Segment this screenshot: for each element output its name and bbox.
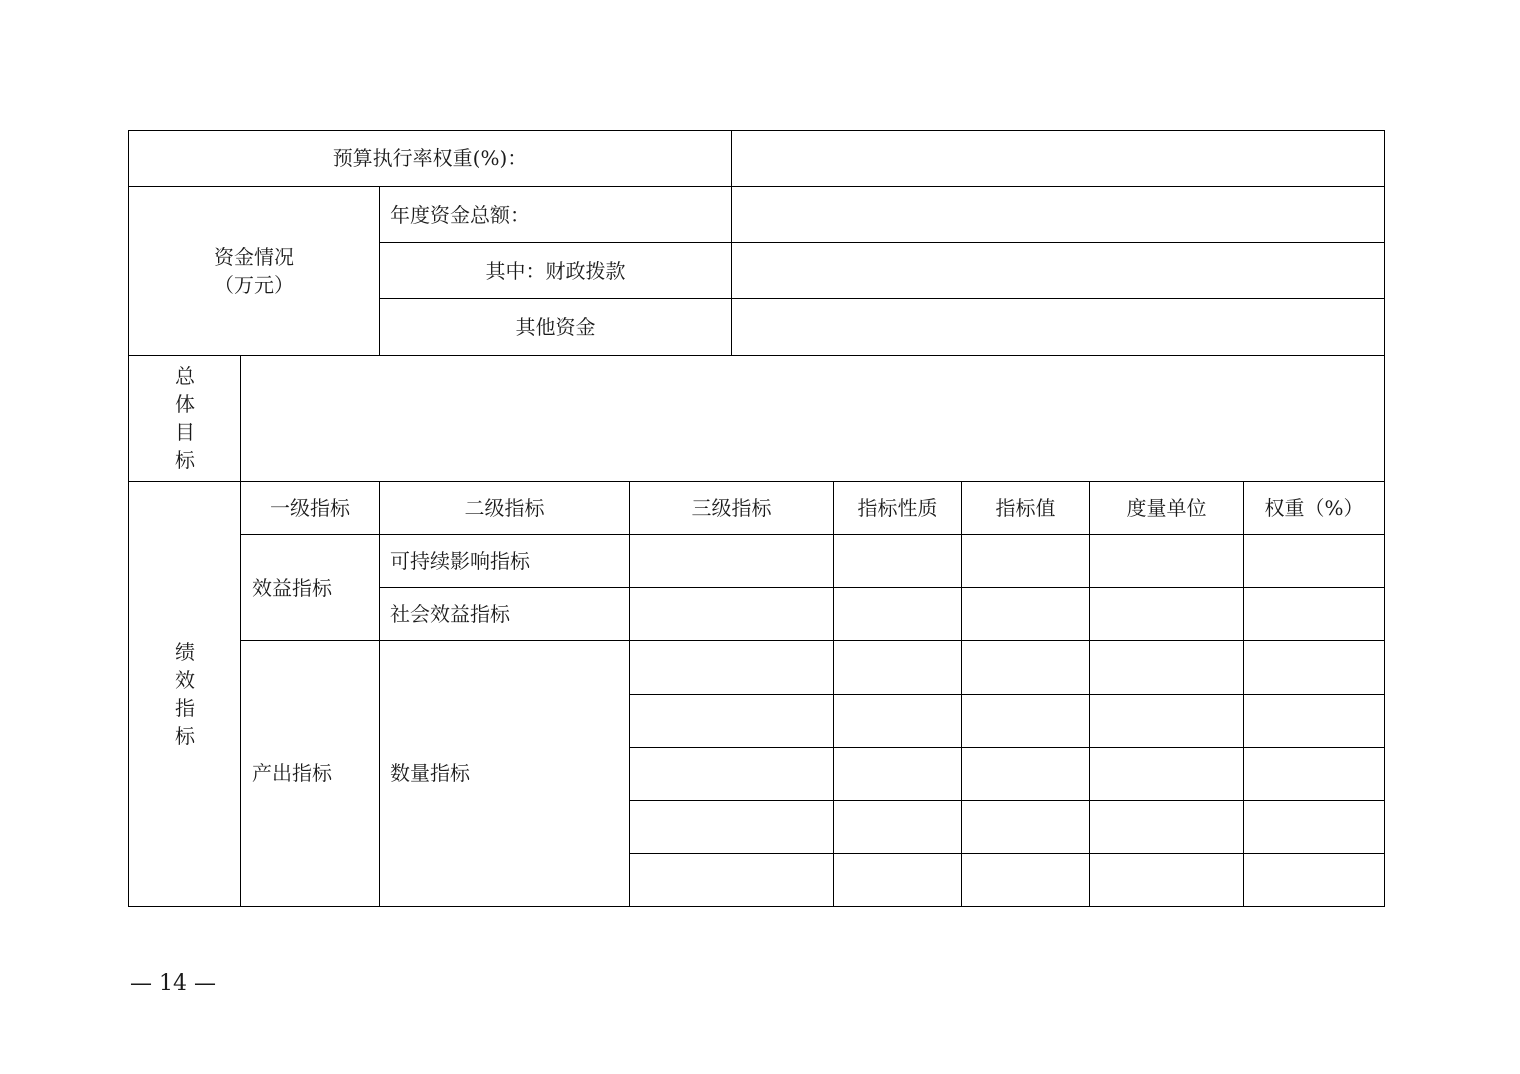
header-weight: 权重（%）: [1264, 496, 1364, 520]
sustainable-impact-label: 可持续影响指标: [390, 549, 530, 573]
table-cell[interactable]: [962, 535, 1089, 587]
other-funds-value-cell[interactable]: [732, 299, 1384, 355]
header-level1: 一级指标: [270, 496, 350, 520]
page-number: — 14 —: [130, 971, 216, 996]
table-cell[interactable]: [962, 641, 1089, 694]
table-cell[interactable]: [834, 801, 961, 853]
table-cell[interactable]: [962, 748, 1089, 800]
header-value: 指标值: [995, 496, 1056, 520]
table-border-bottom: [128, 906, 1385, 907]
table-cell[interactable]: [1090, 588, 1243, 640]
table-cell[interactable]: [962, 588, 1089, 640]
fiscal-funds-label: 其中：财政拨款: [485, 259, 626, 283]
table-cell[interactable]: [962, 801, 1089, 853]
table-cell[interactable]: [1090, 801, 1243, 853]
table-cell[interactable]: [834, 641, 961, 694]
funds-unit-label: （万元）: [214, 273, 294, 297]
grid-line-h: [128, 481, 1385, 482]
table-cell[interactable]: [834, 535, 961, 587]
table-cell[interactable]: [1244, 588, 1384, 640]
table-cell[interactable]: [1244, 854, 1384, 906]
overall-goal-content-cell[interactable]: [241, 356, 1384, 481]
table-cell[interactable]: [962, 695, 1089, 747]
table-cell[interactable]: [834, 854, 961, 906]
table-cell[interactable]: [1244, 535, 1384, 587]
annual-total-value-cell[interactable]: [732, 187, 1384, 242]
table-cell[interactable]: [1090, 854, 1243, 906]
annual-total-label: 年度资金总额：: [390, 203, 530, 227]
budget-rate-value-cell[interactable]: [732, 131, 1384, 186]
table-cell[interactable]: [630, 801, 833, 853]
output-indicator-label: 产出指标: [252, 761, 332, 785]
funds-label: 资金情况: [214, 245, 294, 269]
table-cell[interactable]: [834, 748, 961, 800]
table-cell[interactable]: [834, 695, 961, 747]
table-cell[interactable]: [962, 854, 1089, 906]
header-nature: 指标性质: [857, 496, 938, 520]
quantity-indicator-label: 数量指标: [390, 761, 470, 785]
table-cell[interactable]: [1090, 641, 1243, 694]
table-border-right: [1384, 130, 1385, 907]
table-cell[interactable]: [1090, 695, 1243, 747]
social-benefit-label: 社会效益指标: [390, 602, 510, 626]
table-cell[interactable]: [630, 535, 833, 587]
benefit-indicator-label: 效益指标: [252, 576, 332, 600]
table-cell[interactable]: [834, 588, 961, 640]
table-cell[interactable]: [1090, 535, 1243, 587]
table-cell[interactable]: [1090, 748, 1243, 800]
budget-rate-label: 预算执行率权重(%)：: [332, 146, 528, 170]
table-cell[interactable]: [1244, 695, 1384, 747]
header-unit: 度量单位: [1126, 496, 1207, 520]
header-level3: 三级指标: [691, 496, 772, 520]
performance-indicator-label: 绩 效 指 标: [175, 640, 195, 748]
other-funds-label: 其他资金: [515, 315, 596, 339]
table-cell[interactable]: [630, 588, 833, 640]
table-cell[interactable]: [1244, 801, 1384, 853]
table-cell[interactable]: [1244, 641, 1384, 694]
table-cell[interactable]: [630, 854, 833, 906]
grid-line-v: [379, 481, 380, 907]
table-cell[interactable]: [630, 748, 833, 800]
table-cell[interactable]: [630, 641, 833, 694]
fiscal-funds-value-cell[interactable]: [732, 243, 1384, 298]
table-cell[interactable]: [1244, 748, 1384, 800]
header-level2: 二级指标: [464, 496, 545, 520]
table-cell[interactable]: [630, 695, 833, 747]
overall-goal-label: 总 体 目 标: [175, 364, 195, 472]
